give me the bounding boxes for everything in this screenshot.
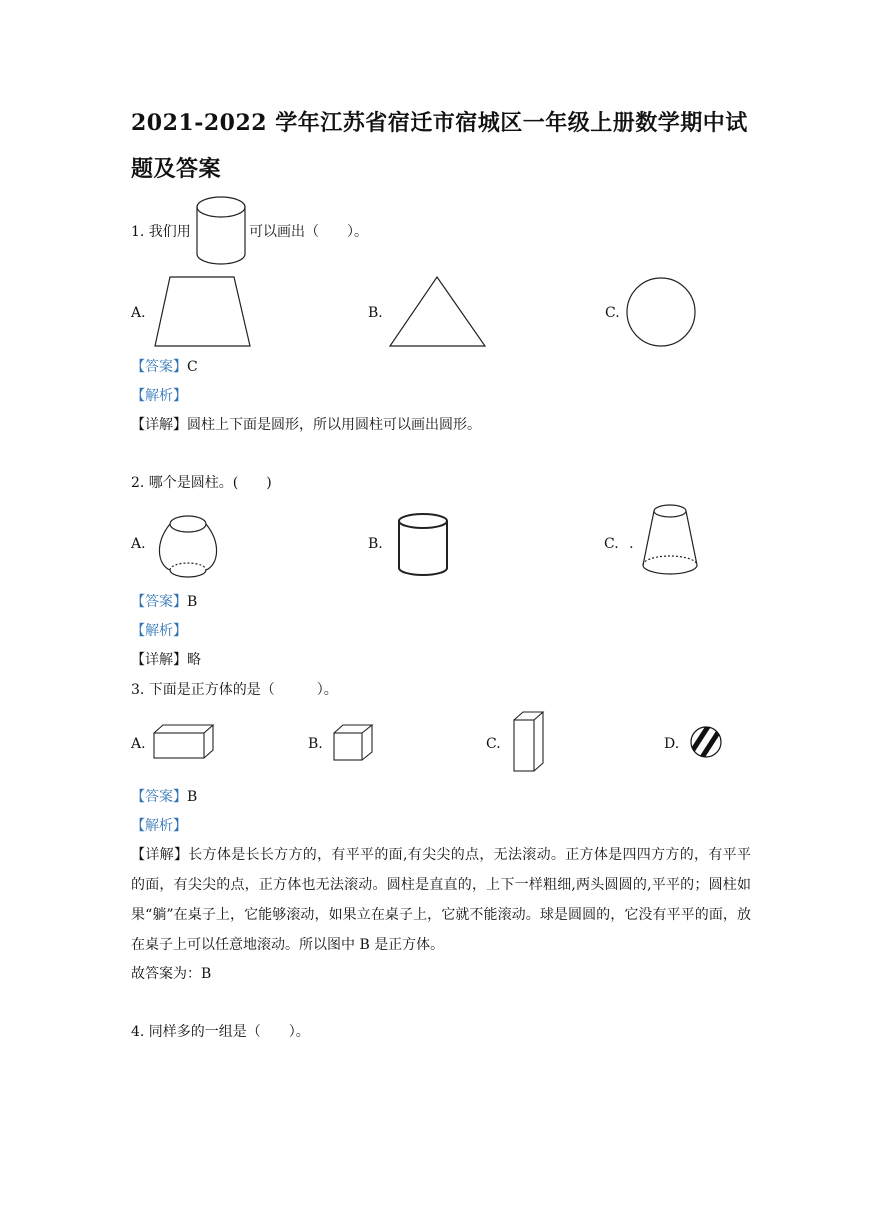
q2-option-a: A. (131, 536, 146, 552)
q2-detail: 略 (187, 652, 201, 668)
q1-option-c: C. (605, 305, 620, 321)
q3-detail: 长方体是长长方方的，有平平的面,有尖尖的点，无法滚动。正方体是四四方方的，有平平的面，有尖尖的点，正方体也无法滚动。圆柱是直直的，上下一样粗细,两头圆圆的,平平的；圆柱如果“躺”在桌子上，它能够滚动，如果立在桌子上，它就不能滚动。球是圆圆的，它没有平平的面，放在桌子上可以任意地滚动。所以图中 B 是正方体。 (131, 847, 752, 953)
cylinder-icon (195, 195, 247, 267)
q2-option-b: B. (368, 536, 383, 552)
q1-text-after: 可以画出（ ）。 (249, 224, 368, 240)
barrel-icon (158, 510, 218, 582)
q3-answer: B (187, 789, 198, 805)
q1-detail-tag: 【详解】 (131, 417, 187, 433)
q3-option-d: D. (664, 736, 680, 752)
page-title-line1: 2021-2022 学年江苏省宿迁市宿城区一年级上册数学期中试 (131, 110, 748, 136)
q2-option-c: C. (604, 536, 619, 552)
q2-detail-tag: 【详解】 (131, 652, 187, 668)
frustum-icon (640, 503, 700, 579)
cuboid-icon (153, 724, 215, 760)
q2-answer-tag: 【答案】 (131, 594, 187, 610)
striped-ball-icon (689, 726, 723, 758)
circle-icon (625, 277, 699, 347)
triangle-icon (389, 276, 487, 348)
q3-option-a: A. (131, 736, 146, 752)
q1-answer: C (187, 359, 198, 375)
cylinder-option-icon (397, 512, 449, 578)
q1-text-before: 1. 我们用 (131, 224, 191, 240)
trapezoid-icon (154, 276, 252, 348)
q1-detail: 圆柱上下面是圆形，所以用圆柱可以画出圆形。 (187, 417, 481, 433)
cube-icon (333, 724, 375, 762)
q4-text: 4. 同样多的一组是（ ）。 (131, 1024, 310, 1040)
q3-text: 3. 下面是正方体的是（ ）。 (131, 682, 338, 698)
q3-answer-tag: 【答案】 (131, 789, 187, 805)
q1-option-b: B. (368, 305, 383, 321)
q1-option-a: A. (131, 305, 146, 321)
q2-text: 2. 哪个是圆柱。( ) (131, 475, 272, 491)
q1-analysis-tag: 【解析】 (131, 388, 187, 404)
q3-analysis-tag: 【解析】 (131, 818, 187, 834)
q3-option-c: C. (486, 736, 501, 752)
q2-option-c-dot: . (629, 536, 634, 552)
page-title-line2: 题及答案 (131, 156, 222, 182)
q1-answer-tag: 【答案】 (131, 359, 187, 375)
q3-option-b: B. (308, 736, 323, 752)
q3-conclusion: 故答案为：B (131, 966, 212, 982)
q2-analysis-tag: 【解析】 (131, 623, 187, 639)
q3-detail-tag: 【详解】 (131, 847, 189, 863)
tall-cuboid-icon (513, 711, 545, 773)
q2-answer: B (187, 594, 198, 610)
